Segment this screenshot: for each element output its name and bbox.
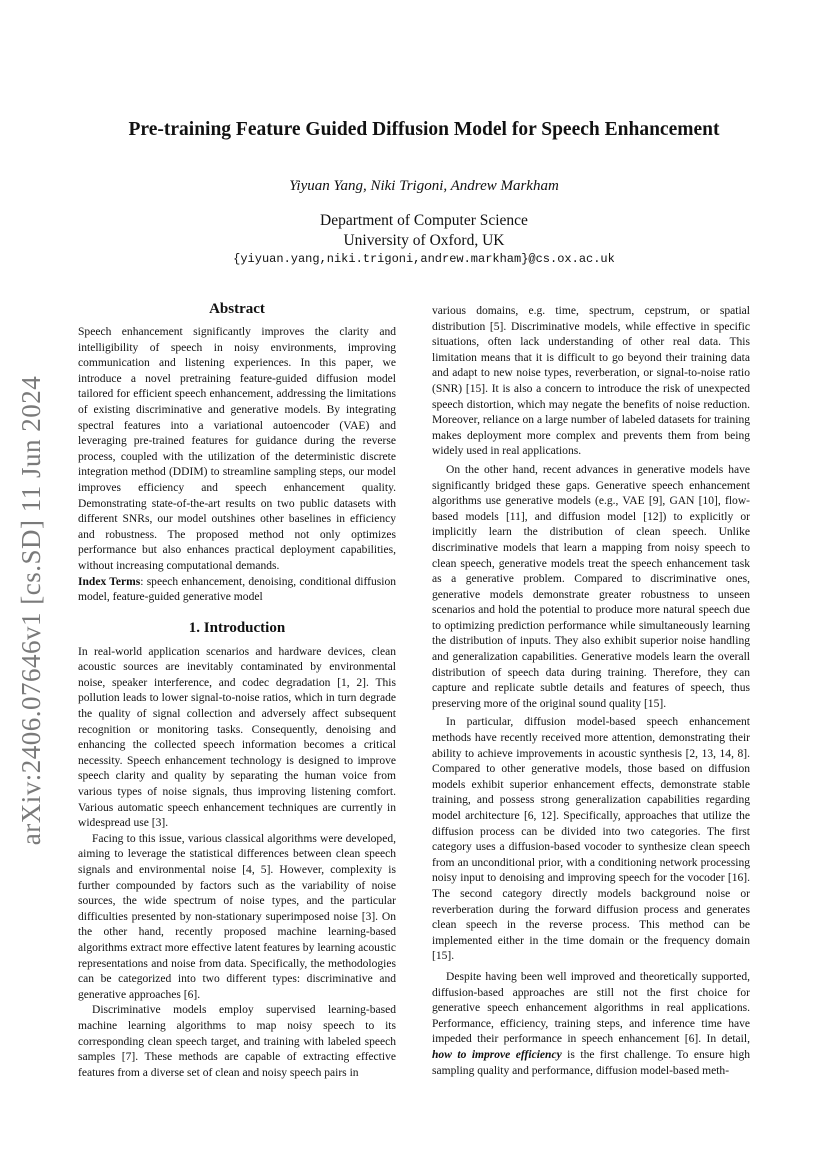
author-emails: {yiyuan.yang,niki.trigoni,andrew.markham}@cs.ox.ac.uk bbox=[233, 252, 615, 266]
left-column bbox=[78, 299, 396, 1081]
index-terms-text: : speech enhancement, denoising, conditional diffusion model, feature-guided generative model bbox=[78, 575, 397, 604]
university: University of Oxford, UK bbox=[343, 232, 505, 249]
index-terms-label: Index Terms bbox=[78, 575, 141, 588]
abstract-text: Speech enhancement significantly improves the clarity and intelligibility of speech in noisy environments, improving communication and listening experiences. In this paper, we introduce a novel pretraining feature-guided diffusion model tailored for efficient speech enhancement, addressing the limitations of existing discriminative and generative models. By integrating spectral features into a variational autoencoder (VAE) and leveraging pre-trained features for guidance during the reverse process, coupled with the utilization of the deterministic discrete integration method (DDIM) to streamline sampling steps, our model improves efficiency and speech enhancement quality. Demonstrating state-of-the-art results on two public datasets with different SNRs, our model outshines other baselines in efficiency and robustness. The proposed method not only optimizes performance but also enhances practical deployment capabilities, without increasing computational demands. bbox=[78, 326, 396, 572]
intro-paragraph-6 bbox=[432, 970, 750, 1079]
intro-paragraph-6-end: is the first challenge. To ensure high sampling quality and performance, diffusion model-based meth- bbox=[432, 1048, 751, 1077]
paper-title: Pre-training Feature Guided Diffusion Model for Speech Enhancement bbox=[128, 119, 720, 140]
intro-paragraph-4: On the other hand, recent advances in generative models have significantly bridged these gaps. Generative speech enhancement algorithms use generative models (e.g., VAE [9], GAN [10], flow-based models [11], and diffusion model [12]) to explicitly or implicitly learn the distribution of clean speech. Unlike discriminative models that learn a mapping from noisy speech to clean speech, generative models treat the speech enhancement task as a generative problem. Compared to discriminative ones, generative models demonstrate greater robustness to unseen scenarios and hold the potential to produce more natural speech due to optimizing prediction performance while simultaneously learning the distribution of inputs. They also exhibit superior noise handling and generalization capabilities. Generative models learn the overall distribution of speech data during training. Therefore, they can capture and replicate subtle details and features of speech, thus preserving more of the original sound quality [15]. bbox=[432, 463, 750, 710]
intro-heading: 1. Introduction bbox=[188, 619, 286, 636]
intro-paragraph-3-continued: various domains, e.g. time, spectrum, cepstrum, or spatial distribution [5]. Discriminative models, while effective in specific situations, often lack understanding of other real data. This limitation means that it is difficult to go beyond their training data and adapt to new noise types, reverberation, or signal-to-noise ratio (SNR) [15]. It is also a concern to introduce the risk of unexpected speech distortion, which may negate the benefits of noise reduction. Moreover, reliance on a large number of labeled datasets for training makes deployment more complex and prevents them from being widely used in real applications. bbox=[432, 305, 750, 458]
emphasis-efficiency: how to improve efficiency bbox=[432, 1048, 562, 1061]
intro-paragraph-1: In real-world application scenarios and hardware devices, clean acoustic sources are inevitably contaminated by environmental noise, speaker interference, and codec degradation [1, 2]. This pollution leads to lower signal-to-noise ratios, which in turn degrade the quality of signal collection and adversely affect subsequent recognition or monitoring tasks. Consequently, denoising and enhancing the collected speech information becomes a critical necessity. Speech enhancement technology is designed to improve speech clarity and quality by separating the human voice from various types of noise signals, thus improving listening comfort. Various automatic speech enhancement techniques are currently in widespread use [3]. bbox=[78, 645, 396, 830]
author-list: Yiyuan Yang, Niki Trigoni, Andrew Markham bbox=[289, 178, 559, 194]
arxiv-identifier: arXiv:2406.07646v1 [cs.SD] 11 Jun 2024 bbox=[16, 375, 47, 845]
department: Department of Computer Science bbox=[320, 212, 528, 229]
intro-paragraph-2: Facing to this issue, various classical algorithms were developed, aiming to leverage the statistical differences between clean speech signals and environmental noise [4, 5]. However, complexity is further compounded by factors such as the variability of noise sources, the wide spectrum of noise types, and the particular difficulties presented by non-stationary superimposed noise [3]. On the other hand, recently proposed machine learning-based algorithms extract more effective latent features by learning acoustic representations and noise from data. Specifically, the methodologies can be categorized into two different types: discriminative and generative approaches [6]. bbox=[78, 832, 396, 1001]
arxiv-identifier-stamp bbox=[10, 370, 54, 850]
intro-paragraph-6-start: Despite having been well improved and theoretically supported, diffusion-based approaches are still not the first choice for generative speech enhancement algorithms in real applications. Performance, efficiency, training steps, and inference time have impeded their performance in speech enhancement [6]. In detail, bbox=[432, 970, 750, 1046]
right-column bbox=[432, 304, 750, 1079]
intro-paragraph-3: Discriminative models employ supervised learning-based machine learning algorithms to map noisy speech to its corresponding clean speech target, and training with labeled speech samples [7]. These methods are capable of extracting effective features from a diverse set of clean and noisy speech pairs in bbox=[78, 1004, 396, 1079]
affiliation-block bbox=[60, 211, 788, 251]
abstract-heading: Abstract bbox=[209, 301, 265, 317]
index-terms bbox=[78, 575, 396, 606]
intro-paragraph-5: In particular, diffusion model-based speech enhancement methods have recently received more attention, demonstrating their ability to achieve improvements in acoustic synthesis [2, 13, 14, 8]. Compared to other generative models, those based on diffusion models exhibit superior enhancement effects, demonstrate stable training, and possess strong generalization capabilities regarding model architecture [6, 12]. Specifically, approaches that utilize the diffusion process can be divided into two categories. The first category uses a diffusion-based vocoder to synthesize clean speech from an unconditional prior, with a conditioning network processing noisy input to denoising and improving speech for the vocoder [16]. The second category directly models background noise or reverberation during the forward diffusion process and generates clean speech in the reverse process. This method can be implemented either in the time domain or the frequency domain [15]. bbox=[432, 716, 750, 963]
